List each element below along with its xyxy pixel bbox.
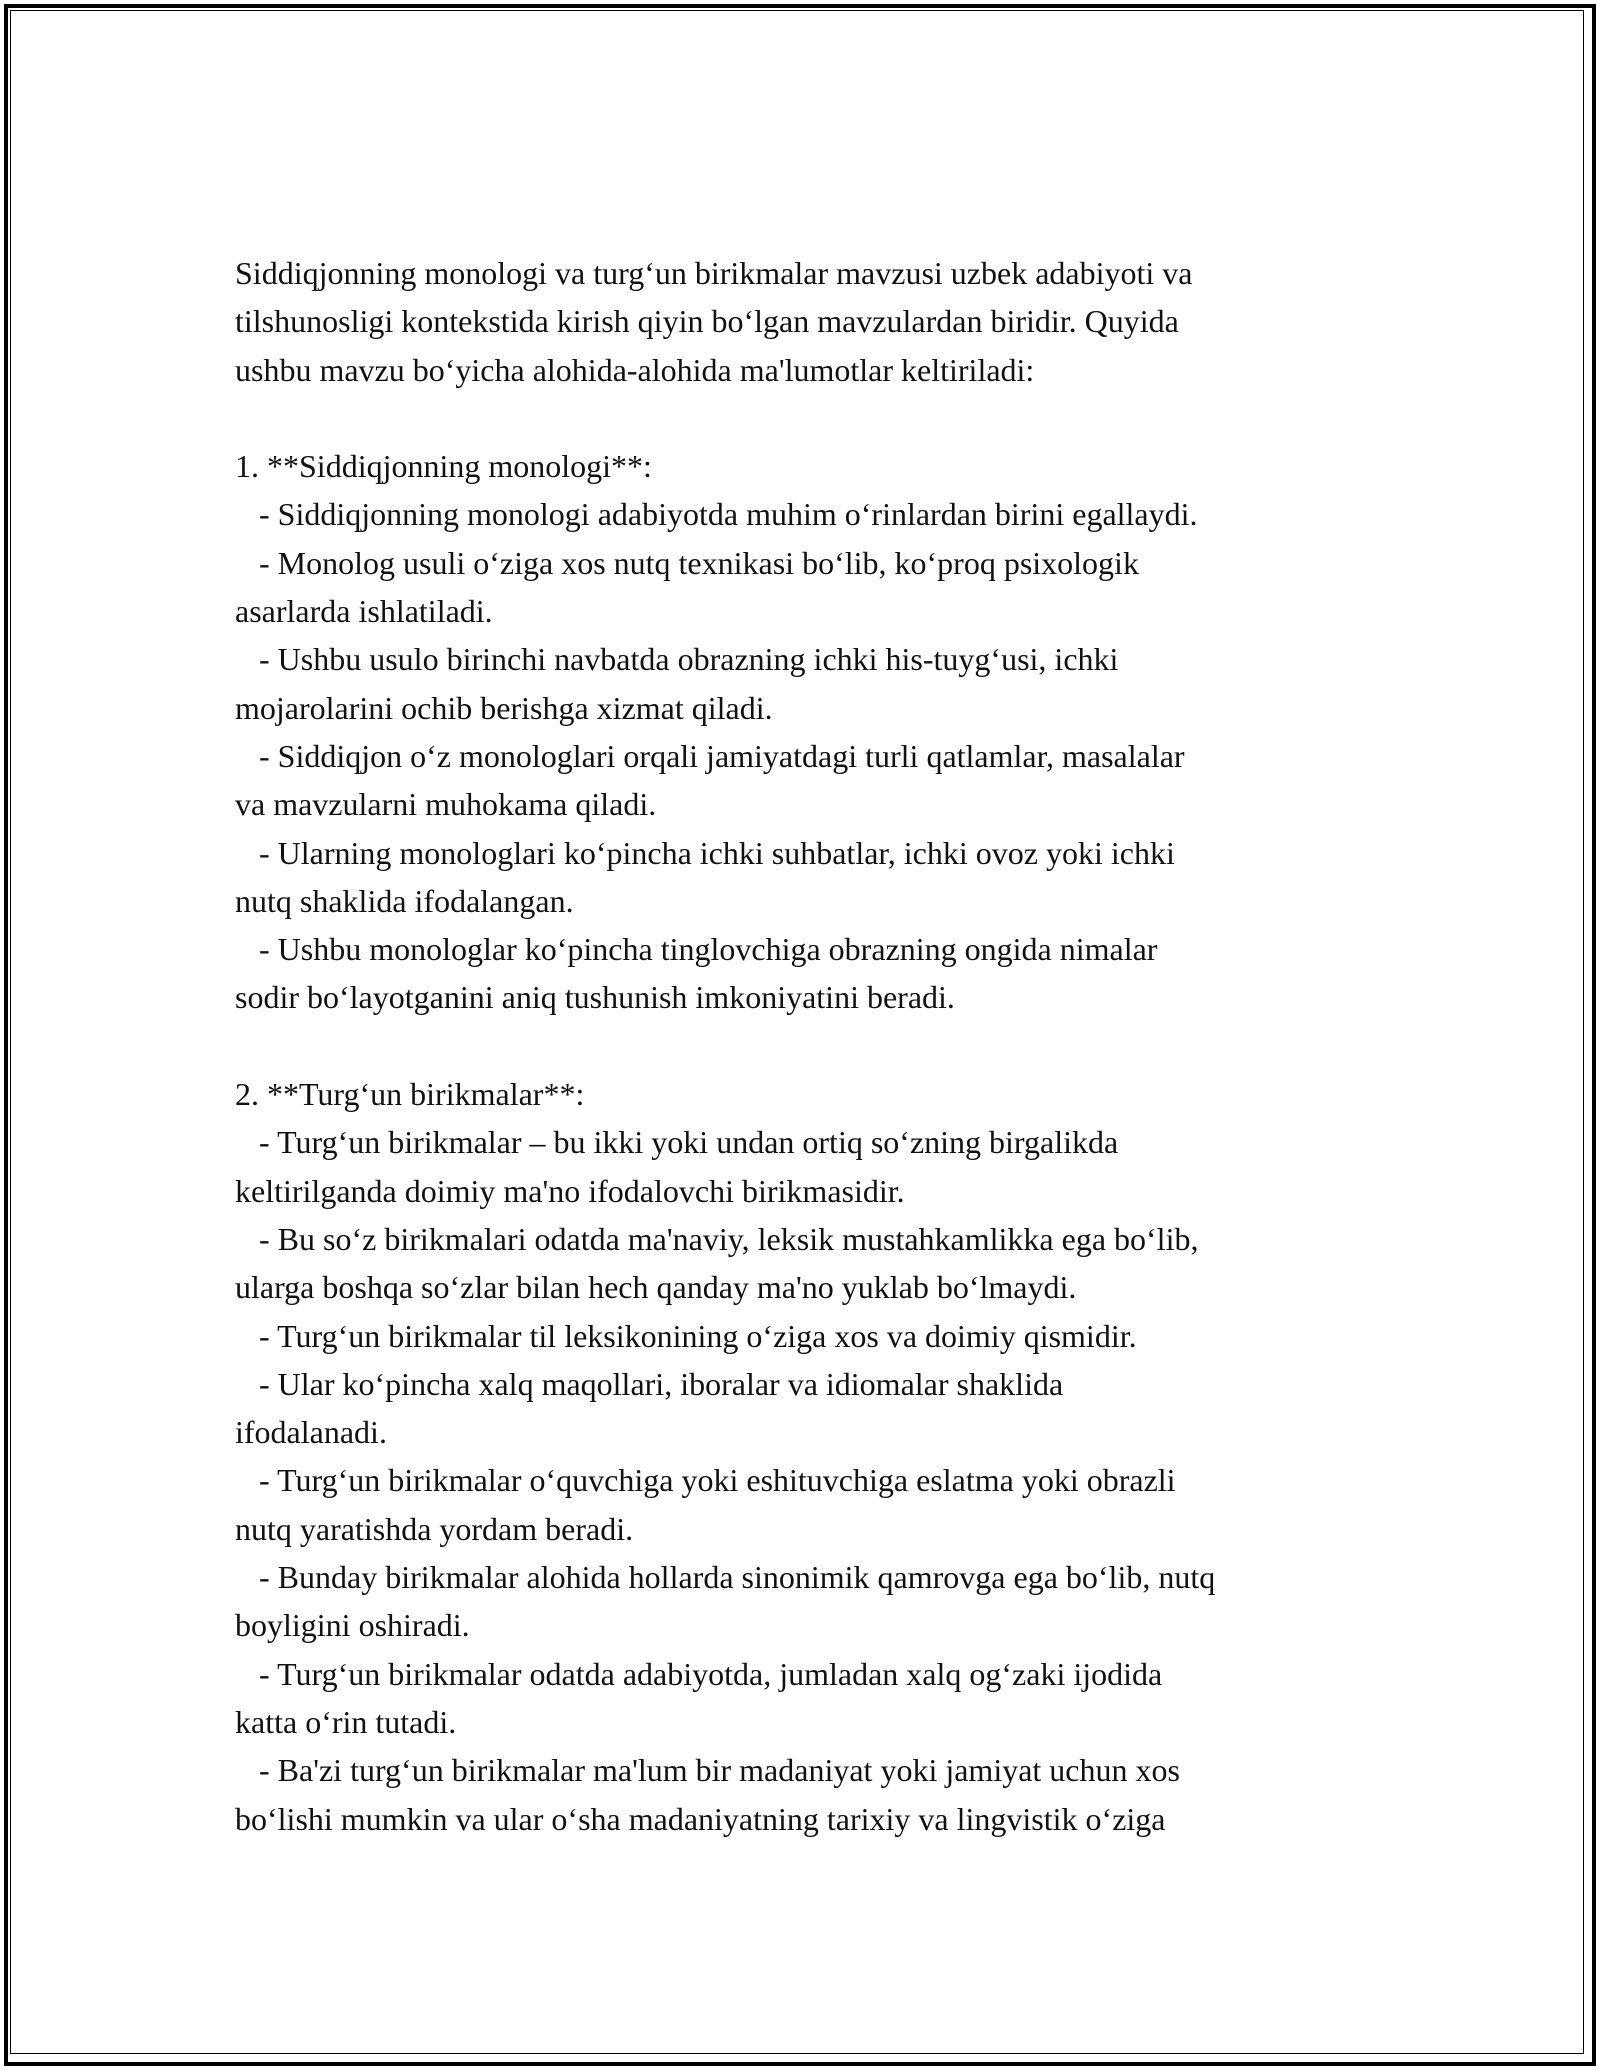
section-line: - Ba'zi turg‘un birikmalar ma'lum bir madaniyat yoki jamiyat uchun xos xyxy=(235,1752,1180,1789)
intro-line: tilshunosligi kontekstida kirish qiyin bo‘lgan mavzulardan biridir. Quyida xyxy=(235,303,1179,340)
section-line: boyligini oshiradi. xyxy=(235,1607,470,1644)
section-line: ifodalanadi. xyxy=(235,1414,387,1451)
intro-paragraph xyxy=(235,249,1385,394)
section-line: - Siddiqjonning monologi adabiyotda muhim o‘rinlardan birini egallaydi. xyxy=(235,496,1198,533)
section-line: - Monolog usuli o‘ziga xos nutq texnikasi bo‘lib, ko‘proq psixologik xyxy=(235,544,1139,581)
section-line: nutq shaklida ifodalangan. xyxy=(235,882,574,919)
section-line: katta o‘rin tutadi. xyxy=(235,1703,457,1740)
intro-line: Siddiqjonning monologi va turg‘un birikmalar mavzusi uzbek adabiyoti va xyxy=(235,255,1193,291)
section-line: asarlarda ishlatiladi. xyxy=(235,593,493,630)
section-line: - Turg‘un birikmalar – bu ikki yoki undan ortiq so‘zning birgalikda xyxy=(235,1124,1119,1161)
section-line: - Siddiqjon o‘z monologlari orqali jamiyatdagi turli qatlamlar, masalalar xyxy=(235,737,1185,774)
section-monolog xyxy=(235,442,1385,1022)
section-line: - Ular ko‘pincha xalq maqollari, iboralar va idiomalar shaklida xyxy=(235,1365,1064,1402)
section-turgun-birikmalar xyxy=(235,1070,1385,1843)
document-body xyxy=(235,249,1385,1843)
section-line: ularga boshqa so‘zlar bilan hech qanday ma'no yuklab bo‘lmaydi. xyxy=(235,1269,1077,1306)
section-line: - Ushbu monologlar ko‘pincha tinglovchiga obrazning ongida nimalar xyxy=(235,931,1158,968)
section-line: sodir bo‘layotganini aniq tushunish imkoniyatini beradi. xyxy=(235,979,955,1016)
section-line: va mavzularni muhokama qiladi. xyxy=(235,786,657,823)
section-line: - Ushbu usulo birinchi navbatda obrazning ichki his-tuyg‘usi, ichki xyxy=(235,641,1119,678)
section-line: - Turg‘un birikmalar o‘quvchiga yoki eshituvchiga eslatma yoki obrazli xyxy=(235,1462,1176,1499)
section-line: mojarolarini ochib berishga xizmat qiladi. xyxy=(235,689,773,726)
section-line: keltirilganda doimiy ma'no ifodalovchi birikmasidir. xyxy=(235,1172,905,1209)
section-line: - Ularning monologlari ko‘pincha ichki suhbatlar, ichki ovoz yoki ichki xyxy=(235,834,1175,871)
section-line: nutq yaratishda yordam beradi. xyxy=(235,1510,634,1547)
section-line: - Bunday birikmalar alohida hollarda sinonimik qamrovga ega bo‘lib, nutq xyxy=(235,1559,1216,1596)
paragraph-gap xyxy=(235,394,1385,442)
section-heading: 2. **Turg‘un birikmalar**: xyxy=(235,1076,585,1113)
section-line: - Turg‘un birikmalar odatda adabiyotda, jumladan xalq og‘zaki ijodida xyxy=(235,1655,1163,1692)
section-line: bo‘lishi mumkin va ular o‘sha madaniyatning tarixiy va lingvistik o‘ziga xyxy=(235,1800,1166,1837)
paragraph-gap xyxy=(235,1022,1385,1070)
section-line: - Turg‘un birikmalar til leksikonining o‘ziga xos va doimiy qismidir. xyxy=(235,1317,1137,1354)
section-line: - Bu so‘z birikmalari odatda ma'naviy, leksik mustahkamlikka ega bo‘lib, xyxy=(235,1220,1199,1257)
intro-line: ushbu mavzu bo‘yicha alohida-alohida ma'lumotlar keltiriladi: xyxy=(235,351,1035,388)
section-heading: 1. **Siddiqjonning monologi**: xyxy=(235,448,652,485)
